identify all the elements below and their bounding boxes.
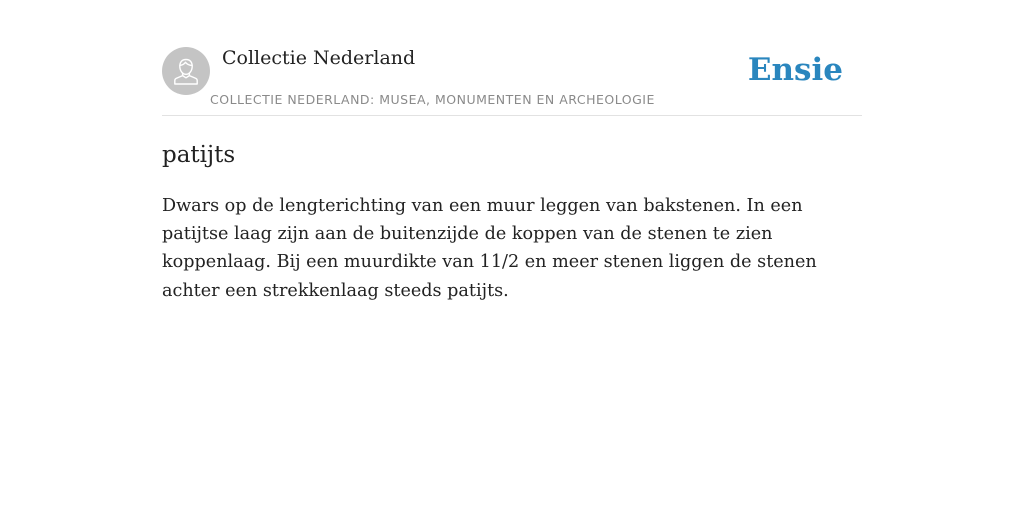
user-silhouette-icon xyxy=(162,47,210,95)
author-name[interactable]: Collectie Nederland xyxy=(222,47,416,69)
avatar[interactable] xyxy=(162,47,210,95)
source-label[interactable]: COLLECTIE NEDERLAND: MUSEA, MONUMENTEN EN ARCHEOLOGIE xyxy=(210,92,655,107)
card-header xyxy=(162,0,862,116)
brand-logo[interactable]: Ensie xyxy=(747,52,843,88)
definition-card xyxy=(162,0,862,301)
entry-term: patijts xyxy=(162,142,236,168)
entry-definition: Dwars op de lengterichting van een muur leggen van bakstenen. In een patijtse laag zijn aan de buitenzijde de koppen van de stenen te zien koppenlaag. Bij een muurdikte van 11/2 en meer stenen liggen de stenen achter een strekkenlaag steeds patijts. xyxy=(162,196,817,301)
